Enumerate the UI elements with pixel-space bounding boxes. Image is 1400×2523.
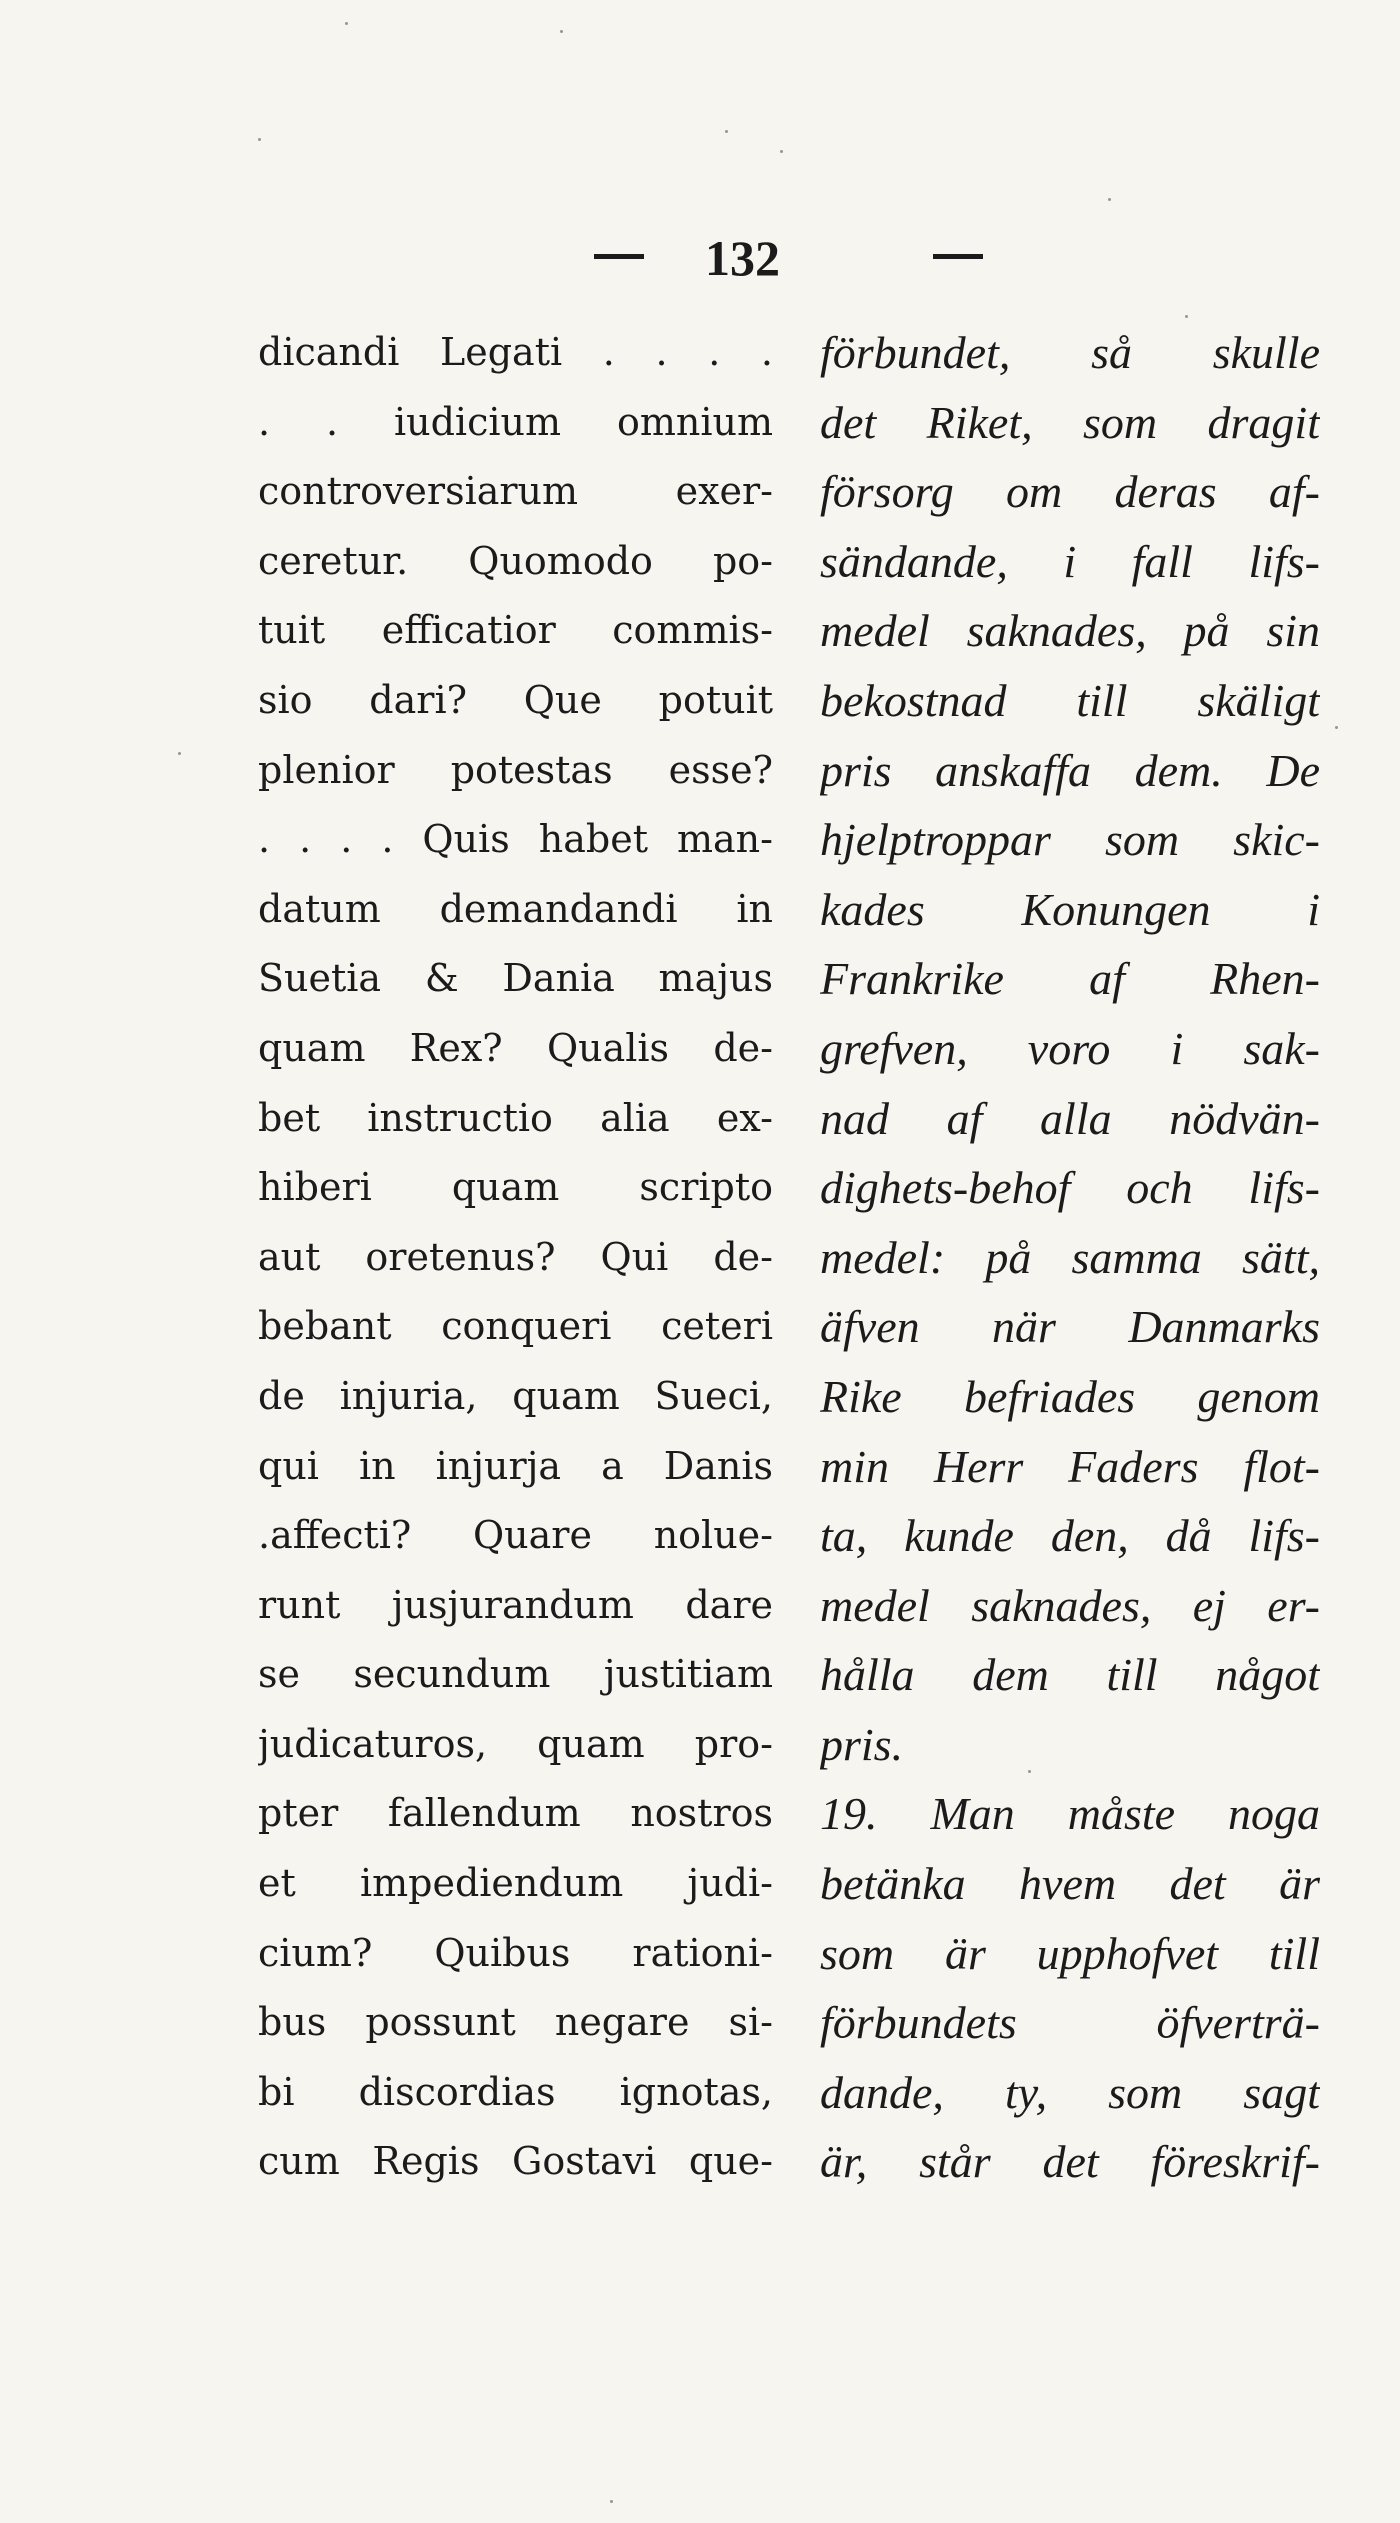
text-line: . . . . Quis habet man- — [258, 817, 773, 862]
text-line: försorg om deras af- — [820, 466, 1320, 518]
swedish-text-column — [820, 318, 1320, 2197]
text-line: runt jusjurandum dare — [258, 1582, 773, 1627]
header-dash-right — [933, 254, 983, 259]
text-line: 19. Man måste noga — [820, 1788, 1320, 1840]
text-line: pris. — [820, 1718, 904, 1770]
text-line: qui in injurja a Danis — [258, 1443, 773, 1488]
text-line: är, står det föreskrif- — [820, 2136, 1320, 2188]
text-line: bebant conqueri ceteri — [258, 1304, 773, 1349]
text-line: tuit efficatior commis- — [258, 608, 773, 653]
text-line: de injuria, quam Sueci, — [258, 1373, 773, 1418]
page-number: 132 — [705, 230, 780, 286]
paper-speck — [1108, 198, 1111, 201]
text-line: cum Regis Gostavi que- — [258, 2139, 773, 2184]
text-line: äfven när Danmarks — [820, 1301, 1320, 1353]
paper-speck — [610, 2500, 613, 2503]
paper-speck — [780, 150, 783, 153]
text-line: det Riket, som dragit — [820, 396, 1320, 448]
text-line: sio dari? Que potuit — [258, 677, 773, 722]
paper-speck — [345, 22, 348, 25]
text-line: bekostnad till skäligt — [820, 674, 1320, 726]
text-line: ceretur. Quomodo po- — [258, 538, 773, 583]
text-line: dicandi Legati . . . . — [258, 330, 773, 374]
text-line: hålla dem till något — [820, 1649, 1320, 1701]
text-line: betänka hvem det är — [820, 1858, 1320, 1910]
paper-speck — [560, 30, 563, 33]
text-line: judicaturos, quam pro- — [258, 1721, 773, 1766]
text-line: sändande, i fall lifs- — [820, 535, 1320, 587]
text-line: .affecti? Quare nolue- — [258, 1513, 773, 1558]
text-line: dande, ty, som sagt — [820, 2066, 1320, 2118]
page-header — [0, 228, 1400, 288]
text-line: nad af alla nödvän- — [820, 1092, 1320, 1144]
text-line: kades Konungen i — [820, 883, 1320, 935]
header-dash-left — [594, 254, 644, 259]
text-line: förbundet, så skulle — [820, 327, 1320, 378]
text-line: controversiarum exer- — [258, 469, 773, 514]
paper-speck — [1028, 1770, 1031, 1773]
text-line: Rike befriades genom — [820, 1370, 1320, 1422]
paper-speck — [1335, 726, 1338, 729]
text-line: se secundum justitiam — [258, 1652, 773, 1697]
text-line: medel saknades, ej er- — [820, 1579, 1320, 1631]
latin-text-column — [258, 318, 773, 2197]
text-line: bet instructio alia ex- — [258, 1095, 773, 1140]
paper-speck — [258, 138, 261, 141]
text-line: datum demandandi in — [258, 886, 773, 931]
text-line: Frankrike af Rhen- — [820, 953, 1320, 1005]
text-line: pter fallendum nostros — [258, 1791, 773, 1836]
text-line: plenior potestas esse? — [258, 747, 773, 792]
text-line: medel saknades, på sin — [820, 605, 1320, 657]
text-line: bi discordias ignotas, — [258, 2069, 773, 2114]
text-line: som är upphofvet till — [820, 1927, 1320, 1979]
text-line: hiberi quam scripto — [258, 1165, 773, 1210]
text-line: förbundets öfverträ- — [820, 1997, 1320, 2049]
text-line: min Herr Faders flot- — [820, 1440, 1320, 1492]
text-line: cium? Quibus rationi- — [258, 1930, 773, 1975]
text-line: ta, kunde den, då lifs- — [820, 1510, 1320, 1562]
text-line: grefven, voro i sak- — [820, 1022, 1320, 1074]
text-line: medel: på samma sätt, — [820, 1231, 1320, 1283]
text-line: pris anskaffa dem. De — [820, 744, 1320, 796]
paper-speck — [725, 130, 728, 133]
text-line: bus possunt negare si- — [258, 2000, 773, 2045]
text-line: . . iudicium omnium — [258, 399, 773, 444]
paper-speck — [178, 752, 181, 755]
text-line: hjelptroppar som skic- — [820, 814, 1320, 866]
text-line: quam Rex? Qualis de- — [258, 1025, 773, 1070]
text-line: aut oretenus? Qui de- — [258, 1234, 773, 1279]
text-line: et impediendum judi- — [258, 1861, 773, 1906]
paper-speck — [1185, 315, 1188, 318]
text-line: dighets-behof och lifs- — [820, 1162, 1320, 1214]
text-line: Suetia & Dania majus — [258, 956, 773, 1001]
